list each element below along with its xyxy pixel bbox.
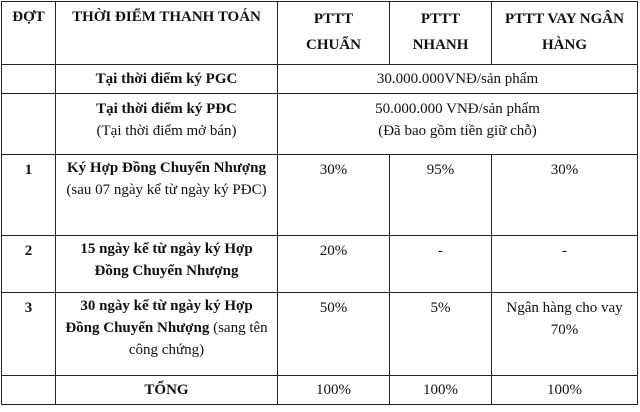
deposit-pgc-value: 30.000.000VNĐ/sản phẩm — [278, 65, 638, 94]
header-row — [2, 2, 638, 65]
header-loan-line2: HÀNG — [542, 37, 587, 53]
header-payment-time: THỜI ĐIỂM THANH TOÁN — [56, 2, 278, 65]
deposit-pdc-row — [2, 94, 638, 155]
stage-description — [56, 236, 278, 293]
header-standard-line2: CHUẨN — [306, 37, 361, 53]
stage-standard-value: 50% — [278, 293, 390, 376]
deposit-pdc-value-cell — [278, 94, 638, 155]
stage-description-bold: 15 ngày kể từ ngày ký Hợp Đồng Chuyển Nhượng — [80, 241, 253, 279]
header-standard — [278, 2, 390, 65]
stage-row-3 — [2, 293, 638, 376]
total-row — [2, 376, 638, 405]
total-standard: 100% — [278, 376, 390, 405]
header-fast-line1: PTTT — [420, 11, 461, 27]
stage-loan-value: - — [492, 236, 638, 293]
deposit-pgc-row — [2, 65, 638, 94]
stage-fast-value: 5% — [390, 293, 492, 376]
deposit-pdc-value: 50.000.000 VNĐ/sản phẩm — [375, 101, 540, 117]
stage-standard-value: 20% — [278, 236, 390, 293]
stage-loan-value — [492, 293, 638, 376]
header-fast — [390, 2, 492, 65]
header-loan-line1: PTTT VAY NGÂN — [505, 11, 624, 27]
stage-standard-value: 30% — [278, 155, 390, 236]
stage-description-note: (sau 07 ngày kể từ ngày ký PĐC) — [66, 182, 267, 198]
stage-number: 1 — [2, 155, 56, 236]
deposit-pgc-label: Tại thời điểm ký PGC — [56, 65, 278, 94]
stage-fast-value: - — [390, 236, 492, 293]
deposit-pgc-stage — [2, 65, 56, 94]
header-bank-loan — [492, 2, 638, 65]
total-label: TỔNG — [56, 376, 278, 405]
stage-number: 3 — [2, 293, 56, 376]
deposit-pdc-stage — [2, 94, 56, 155]
stage-description-bold: 30 ngày kể từ ngày ký Hợp Đồng Chuyển Nhượng — [65, 298, 253, 336]
stage-description-bold: Ký Hợp Đồng Chuyển Nhượng — [67, 160, 266, 176]
stage-number: 2 — [2, 236, 56, 293]
stage-fast-value: 95% — [390, 155, 492, 236]
deposit-pdc-label-cell — [56, 94, 278, 155]
stage-row-1 — [2, 155, 638, 236]
stage-loan-value: 30% — [492, 155, 638, 236]
stage-description — [56, 155, 278, 236]
header-fast-line2: NHANH — [412, 37, 469, 53]
header-standard-line1: PTTT — [313, 11, 354, 27]
stage-description — [56, 293, 278, 376]
header-stage: ĐỢT — [2, 2, 56, 65]
total-loan: 100% — [492, 376, 638, 405]
deposit-pdc-label: Tại thời điểm ký PĐC — [96, 101, 237, 117]
payment-schedule-table — [1, 1, 638, 405]
stage-description-note: (sang tên công chứng) — [128, 320, 268, 358]
stage-loan-line2: 70% — [550, 322, 579, 338]
deposit-pdc-sublabel: (Tại thời điểm mở bán) — [96, 123, 237, 139]
stage-loan-line1: Ngân hàng cho vay — [506, 300, 623, 316]
deposit-pdc-subvalue: (Đã bao gồm tiền giữ chỗ) — [378, 123, 537, 139]
total-fast: 100% — [390, 376, 492, 405]
total-stage — [2, 376, 56, 405]
stage-row-2 — [2, 236, 638, 293]
